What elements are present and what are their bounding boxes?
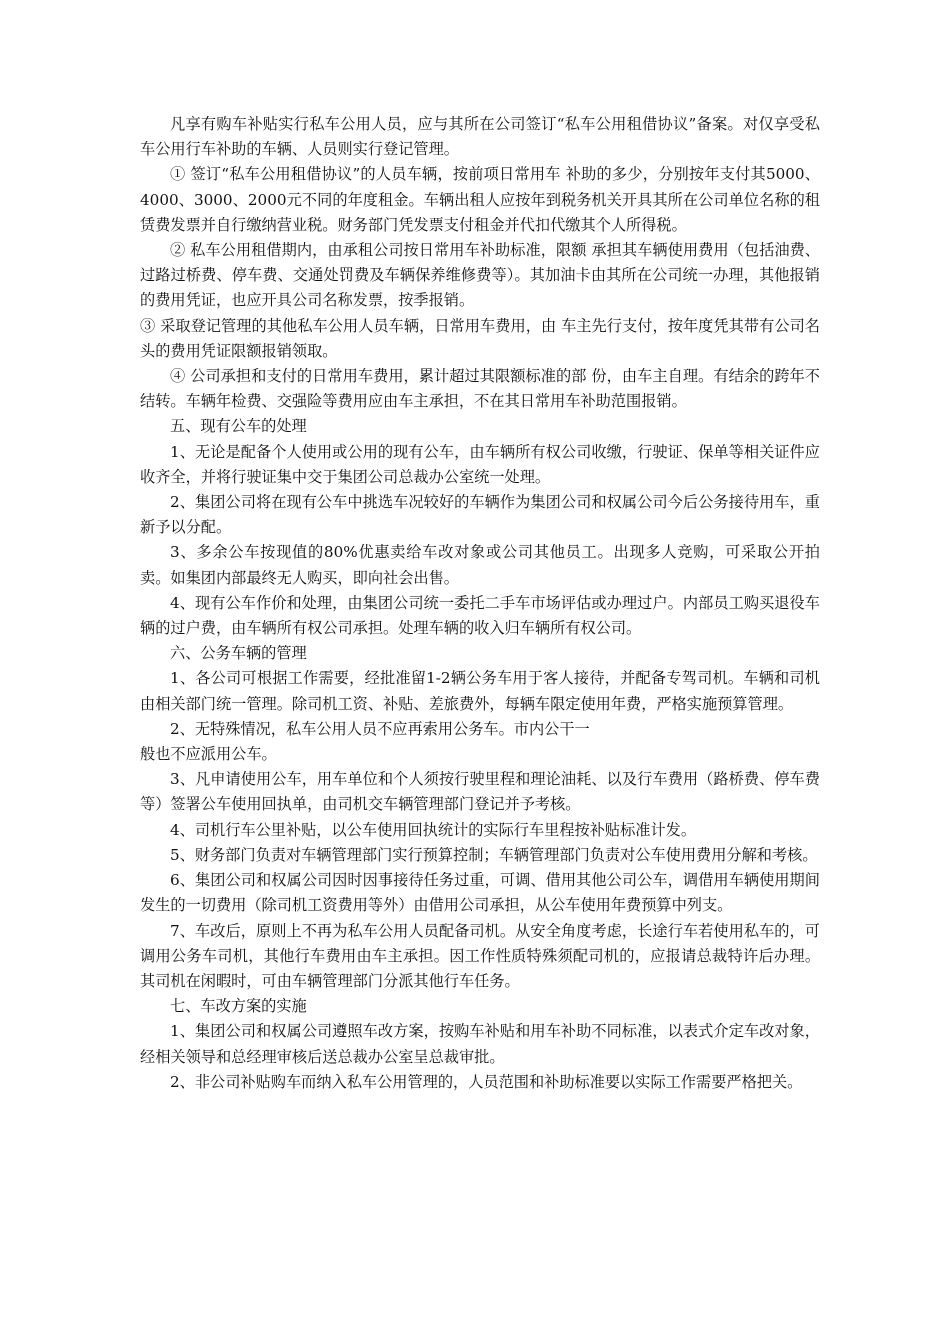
- paragraph: 1、各公司可根据工作需要，经批准留1-2辆公务车用于客人接待，并配备专驾司机。车辆和司机由相关部门统一管理。除司机工资、补贴、差旅费外，每辆车限定使用年费，严格实施预算管理。: [140, 669, 820, 713]
- paragraph: 4、现有公车作价和处理，由集团公司统一委托二手车市场评估或办理过户。内部员工购买退役车辆的过户费，由车辆所有权公司承担。处理车辆的收入归车辆所有权公司。: [140, 593, 820, 638]
- paragraph: 1、集团公司和权属公司遵照车改方案，按购车补贴和用车补助不同标准，以表式介定车改对象，经相关领导和总经理审核后送总裁办公室呈总裁审批。: [140, 1022, 820, 1066]
- section-heading: 五、现有公车的处理: [170, 417, 307, 436]
- paragraph: ③ 采取登记管理的其他私车公用人员车辆，日常用车费用，由 车主先行支付，按年度凭其带有公司名头的费用凭证限额报销领取。: [140, 316, 820, 360]
- paragraph: 1、无论是配备个人使用或公用的现有公车，由车辆所有权公司收缴，行驶证、保单等相关证件应收齐全，并将行驶证集中交于集团公司总裁办公室统一处理。: [140, 442, 820, 486]
- paragraph: 3、多余公车按现值的80%优惠卖给车改对象或公司其他员工。出现多人竞购，可采取公开拍卖。如集团内部最终无人购买，即向社会出售。: [140, 543, 820, 587]
- section-heading: 七、车改方案的实施: [170, 997, 307, 1016]
- paragraph: 2、无特殊情况，私车公用人员不应再索用公务车。市内公干一: [170, 719, 590, 738]
- paragraph: 4、司机行车公里补贴，以公车使用回执统计的实际行车里程按补贴标准计发。: [170, 820, 697, 839]
- document-body: [140, 112, 820, 1095]
- paragraph: 2、非公司补贴购车而纳入私车公用管理的，人员范围和补助标准要以实际工作需要严格把关。: [170, 1072, 803, 1091]
- paragraph: ④ 公司承担和支付的日常用车费用，累计超过其限额标准的部 份，由车主自理。有结余的跨年不结转。车辆年检费、交强险等费用应由车主承担，不在其日常用车补助范围报销。: [140, 367, 820, 411]
- paragraph: 凡享有购车补贴实行私车公用人员，应与其所在公司签订“私车公用租借协议”备案。对仅享受私车公用行车补助的车辆、人员则实行登记管理。: [140, 115, 820, 159]
- paragraph: ① 签订“私车公用租借协议”的人员车辆，按前项日常用车 补助的多少，分别按年支付其5000、4000、3000、2000元不同的年度租金。车辆出租人应按年到税务机关开具其所在公司单位名称的租赁费发票并自行缴纳营业税。财务部门凭发票支付租金并代扣代缴其个人所得税。: [140, 165, 820, 234]
- paragraph: 般也不应派用公车。: [140, 745, 277, 764]
- paragraph: 6、集团公司和权属公司因时因事接待任务过重，可调、借用其他公司公车，调借用车辆使用期间发生的一切费用（除司机工资费用等外）由借用公司承担，从公车使用年费预算中列支。: [140, 871, 820, 915]
- section-heading: 六、公务车辆的管理: [170, 644, 307, 663]
- paragraph: 5、财务部门负责对车辆管理部门实行预算控制；车辆管理部门负责对公车使用费用分解和考核。: [170, 845, 818, 864]
- paragraph: 7、车改后，原则上不再为私车公用人员配备司机。从安全角度考虑，长途行车若使用私车的，可调用公务车司机，其他行车费用由车主承担。因工作性质特殊须配司机的，应报请总裁特许后办理。其司机在闲暇时，可由车辆管理部门分派其他行车任务。: [140, 921, 820, 990]
- paragraph: ② 私车公用租借期内，由承租公司按日常用车补助标准，限额 承担其车辆使用费用（包括油费、过路过桥费、停车费、交通处罚费及车辆保养维修费等）。其加油卡由其所在公司统一办理，其他报销的费用凭证，也应开具公司名称发票，按季报销。: [140, 241, 820, 310]
- paragraph: 2、集团公司将在现有公车中挑选车况较好的车辆作为集团公司和权属公司今后公务接待用车，重新予以分配。: [140, 493, 820, 537]
- paragraph: 3、凡申请使用公车，用车单位和个人须按行驶里程和理论油耗、以及行车费用（路桥费、停车费等）签署公车使用回执单，由司机交车辆管理部门登记并予考核。: [140, 770, 820, 814]
